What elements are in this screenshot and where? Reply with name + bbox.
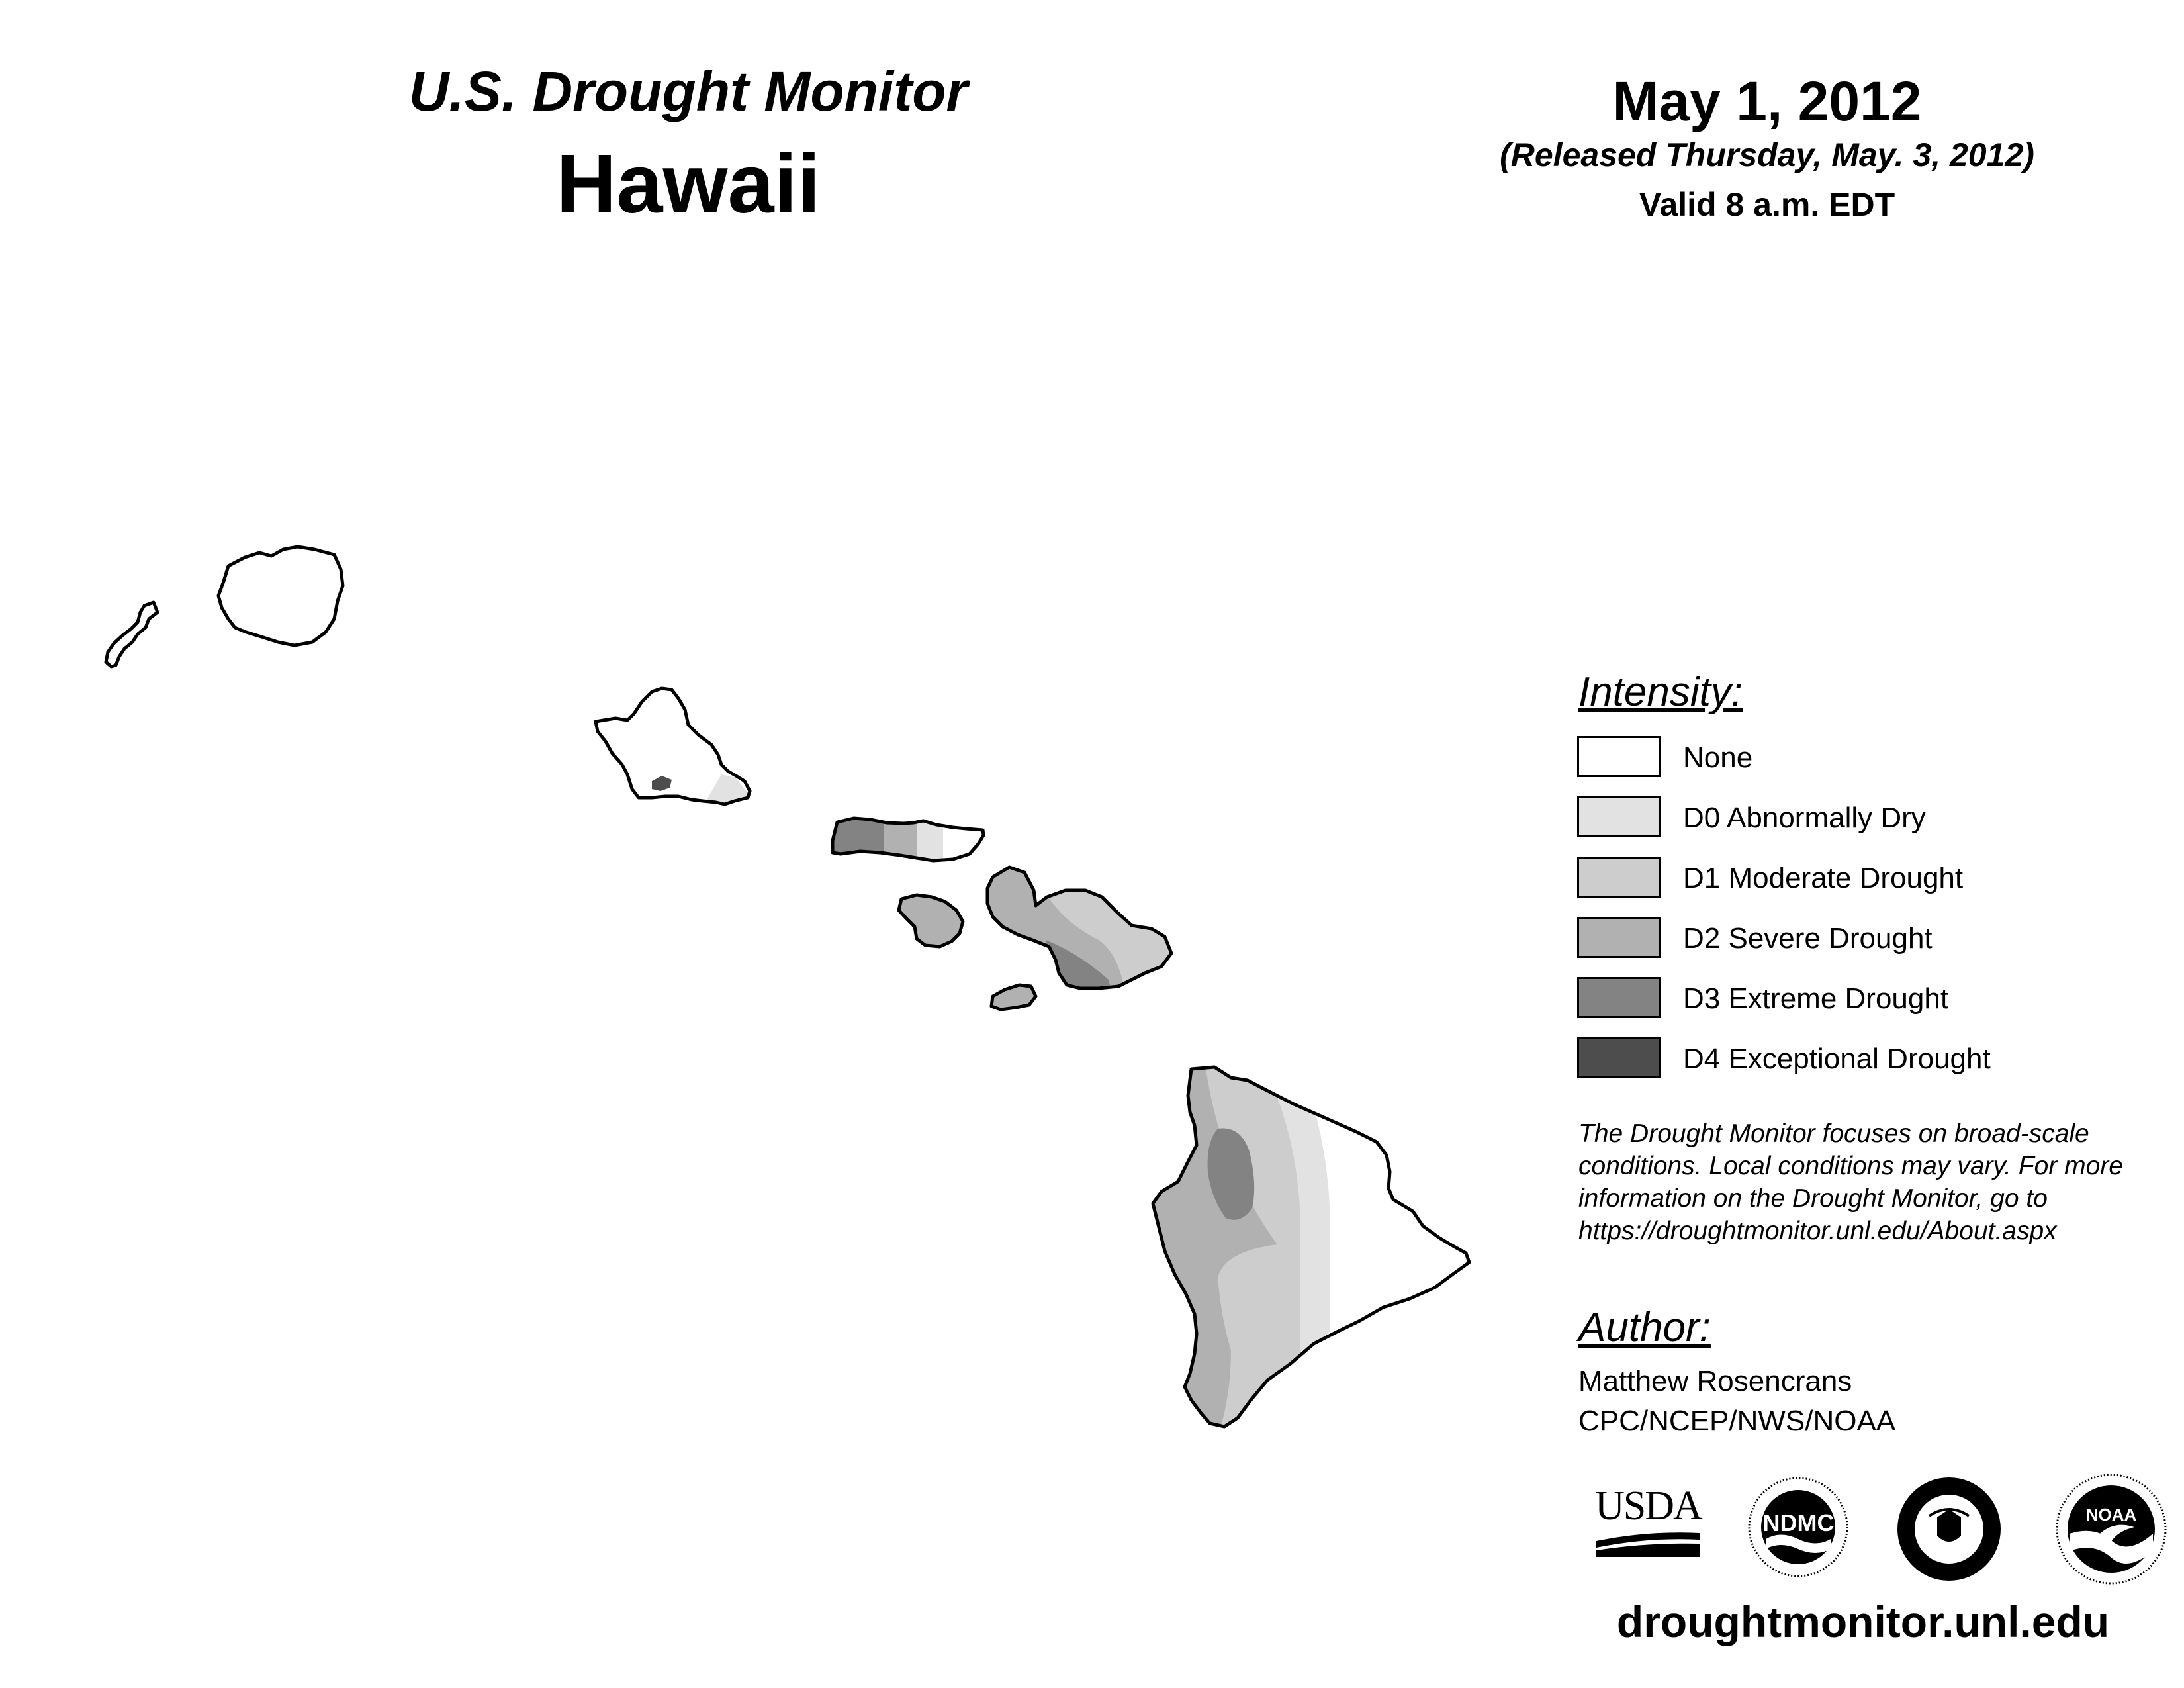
noaa-logo bbox=[2055, 1473, 2167, 1585]
author-heading: Author: bbox=[1578, 1305, 1711, 1350]
usda-logo-text: USDA bbox=[1595, 1483, 1702, 1528]
oahu-island bbox=[589, 682, 761, 814]
maui-island bbox=[979, 861, 1178, 993]
department-of-commerce-seal-icon bbox=[1896, 1476, 2002, 1582]
noaa-logo-text: NOAA bbox=[2085, 1505, 2137, 1524]
legend-label: D2 Severe Drought bbox=[1683, 922, 1933, 955]
legend-label: D4 Exceptional Drought bbox=[1683, 1043, 1991, 1075]
big-island bbox=[1145, 1059, 1476, 1436]
usda-logo bbox=[1595, 1483, 1701, 1559]
legend-label: D1 Moderate Drought bbox=[1683, 862, 1964, 894]
region-title: Hawaii bbox=[556, 137, 821, 230]
disclaimer-link[interactable]: https://droughtmonitor.unl.edu/About.aspx bbox=[1578, 1217, 2057, 1245]
usda-logo-swoosh bbox=[1595, 1528, 1701, 1558]
release-date: (Released Thursday, May. 3, 2012) bbox=[1500, 136, 2034, 173]
legend-item-d2 bbox=[1577, 917, 2146, 963]
legend-item-d1 bbox=[1577, 857, 2146, 903]
legend-swatch bbox=[1577, 796, 1661, 837]
legend-item-d0 bbox=[1577, 796, 2146, 843]
footer-website-link[interactable]: droughtmonitor.unl.edu bbox=[1616, 1597, 2110, 1646]
legend-label: D3 Extreme Drought bbox=[1683, 982, 1949, 1015]
ndmc-logo-text: NDMC bbox=[1762, 1509, 1835, 1536]
legend-swatch bbox=[1577, 736, 1661, 777]
disclaimer-text bbox=[1578, 1117, 2167, 1247]
kauai-island bbox=[218, 547, 343, 645]
doc-seal bbox=[1896, 1476, 2002, 1582]
noaa-seal-icon bbox=[2055, 1473, 2167, 1585]
legend-label: D0 Abnormally Dry bbox=[1683, 802, 1926, 834]
lanai-island bbox=[899, 895, 963, 947]
niihau-island bbox=[106, 602, 158, 667]
legend-label: None bbox=[1683, 741, 1753, 774]
author-org: CPC/NCEP/NWS/NOAA bbox=[1578, 1405, 1896, 1437]
legend-swatch bbox=[1577, 917, 1661, 958]
valid-time: Valid 8 a.m. EDT bbox=[1639, 186, 1895, 223]
legend-item-d3 bbox=[1577, 977, 2146, 1023]
disclaimer-line: information on the Drought Monitor, go to bbox=[1578, 1184, 2048, 1213]
legend-item-none bbox=[1577, 736, 2146, 782]
map-title: U.S. Drought Monitor bbox=[408, 60, 968, 122]
legend-swatch bbox=[1577, 857, 1661, 898]
molokai-island bbox=[827, 811, 993, 870]
legend-swatch bbox=[1577, 977, 1661, 1018]
author-name: Matthew Rosencrans bbox=[1578, 1365, 1852, 1397]
legend-swatch bbox=[1577, 1037, 1661, 1078]
kahoolawe-island bbox=[991, 985, 1036, 1009]
legend-heading: Intensity: bbox=[1578, 669, 1743, 715]
map-date: May 1, 2012 bbox=[1612, 70, 1922, 132]
ndmc-logo bbox=[1747, 1476, 1850, 1579]
disclaimer-line: conditions. Local conditions may vary. For more bbox=[1578, 1152, 2123, 1180]
legend-item-d4 bbox=[1577, 1037, 2146, 1084]
disclaimer-line: The Drought Monitor focuses on broad-scale bbox=[1578, 1119, 2089, 1148]
